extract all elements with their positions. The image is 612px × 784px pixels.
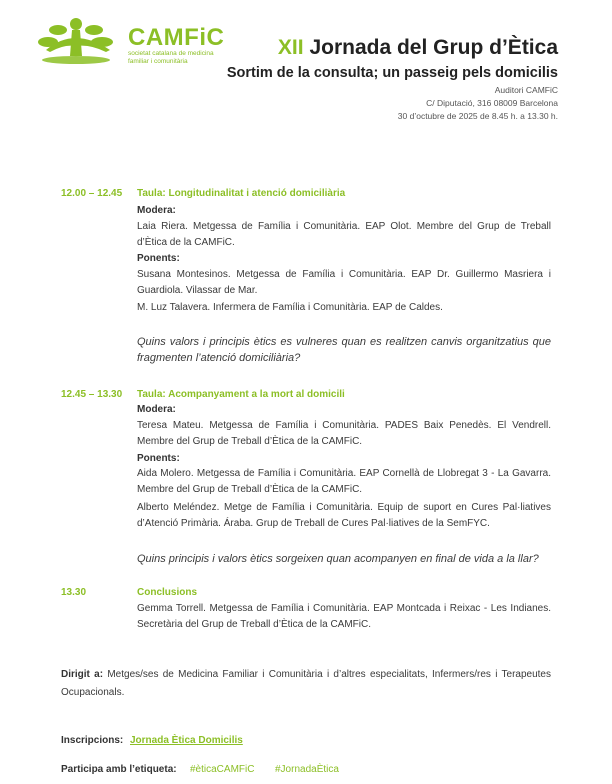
- session-2-question: Quins principis i valors ètics sorgeixen quan acompanyen en final de vida a la llar?: [137, 553, 539, 565]
- session-2-time: 12.45 – 13.30: [61, 389, 123, 400]
- session-2-moderator-heading: Modera:: [137, 404, 176, 415]
- session-1-speaker-1: Susana Montesinos. Metgessa de Família i Comunitària. EAP Dr. Guillermo Masriera i Guardiola. Vilassar de Mar.: [137, 269, 551, 296]
- session-2-speaker-2: Alberto Meléndez. Metge de Família i Comunitària. Equip de suport en Cures Pal·liatives d’Atenció Primària. Áraba. Grup de Treball de Cures Pal·liatives de la SemFYC.: [137, 502, 551, 529]
- hashtag-etica-camfic[interactable]: #èticaCAMFiC: [190, 764, 255, 775]
- session-1-time: 12.00 – 12.45: [61, 188, 123, 199]
- session-2-speaker-1: Aida Molero. Metgessa de Família i Comunitària. EAP Cornellà de Llobregat 3 - La Gavarra. Membre del Grup de Treball d’Ètica de la CAMFiC.: [137, 468, 551, 495]
- session-1-speakers-heading: Ponents:: [137, 253, 180, 264]
- camfic-logo-icon: [36, 16, 120, 66]
- logo-subtitle-line-2: familiar i comunitària: [128, 58, 188, 65]
- session-3-title: Conclusions: [137, 587, 198, 598]
- audience-label: Dirigit a:: [61, 669, 104, 680]
- session-2-moderator: Teresa Mateu. Metgessa de Família i Comunitària. PADES Baix Penedès. El Vendrell. Membre del Grup de Treball d’Ètica de la CAMFiC.: [137, 420, 551, 447]
- session-1-moderator-heading: Modera:: [137, 205, 176, 216]
- page-title: [278, 36, 558, 60]
- event-datetime: 30 d’octubre de 2025 de 8.45 h. a 13.30 h.: [397, 111, 558, 121]
- page-subtitle: Sortim de la consulta; un passeig pels domicilis: [226, 65, 558, 81]
- address: C/ Diputació, 316 08009 Barcelona: [426, 98, 558, 108]
- logo-wordmark: CAMFiC: [128, 24, 225, 51]
- hashtag-jornada-etica[interactable]: #JornadaÈtica: [275, 764, 339, 775]
- session-1-question: Quins valors i principis ètics es vulneres quan es realitzen canvis organitzatius que fragmenten l’atenció domiciliària?: [137, 336, 551, 364]
- session-2-title: Taula: Acompanyament a la mort al domicili: [137, 389, 345, 400]
- session-2-speakers-heading: Ponents:: [137, 453, 180, 464]
- session-1-moderator: Laia Riera. Metgessa de Família i Comunitària. EAP Olot. Membre del Grup de Treball d’Ètica de la CAMFiC.: [137, 221, 551, 248]
- logo-subtitle-line-1: societat catalana de medicina: [128, 50, 214, 57]
- hashtag-label: Participa amb l’etiqueta:: [61, 764, 177, 775]
- audience-text: Metges/ses de Medicina Familiar i Comunitària i d’altres especialitats, Infermers/res i Terapeutes Ocupacionals.: [61, 669, 551, 698]
- title-text: Jornada del Grup d’Ètica: [303, 36, 558, 59]
- inscriptions-label: Inscripcions:: [61, 735, 124, 746]
- session-3-time: 13.30: [61, 587, 87, 598]
- audience: [61, 666, 551, 702]
- venue: Auditori CAMFiC: [494, 85, 558, 95]
- title-number: XII: [277, 36, 304, 59]
- session-1-title: Taula: Longitudinalitat i atenció domiciliària: [137, 188, 346, 199]
- inscriptions-link[interactable]: Jornada Ètica Domicilis: [130, 735, 243, 746]
- session-1-speaker-2: M. Luz Talavera. Infermera de Família i Comunitària. EAP de Caldes.: [137, 302, 443, 313]
- session-3-text: Gemma Torrell. Metgessa de Família i Comunitària. EAP Montcada i Reixac - Les Indianes. Secretària del Grup de Treball d’Ètica de la CAMFiC.: [137, 603, 551, 630]
